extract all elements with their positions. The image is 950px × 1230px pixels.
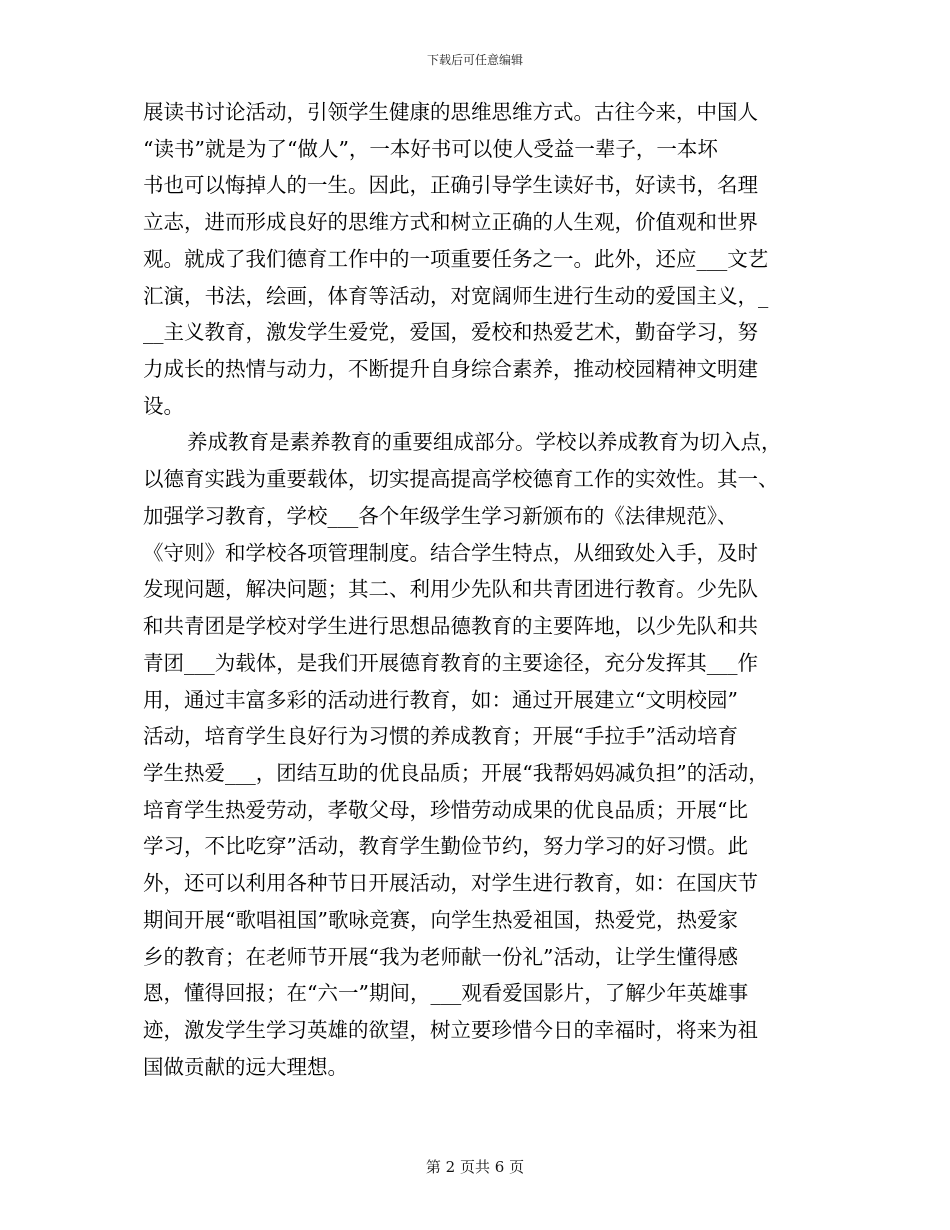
text-line: 用，通过丰富多彩的活动进行教育，如：通过开展建立“文明校园” — [143, 687, 738, 712]
text-line: 展读书讨论活动，引领学生健康的思维思维方式。古往今来，中国人 — [143, 100, 758, 124]
text-line: 《守则》和学校各项管理制度。结合学生特点，从细致处入手，及时 — [143, 540, 758, 565]
text-line: __主义教育，激发学生爱党，爱国，爱校和热爱艺术，勤奋学习，努 — [143, 320, 758, 345]
text-line: 书也可以悔掉人的一生。因此，正确引导学生读好书，好读书，名理 — [143, 173, 758, 198]
text-line: 国做贡献的远大理想。 — [143, 1054, 348, 1079]
text-line: 汇演，书法，绘画，体育等活动，对宽阔师生进行生动的爱国主义，_ — [143, 283, 769, 308]
paragraph-2 — [143, 424, 815, 1085]
text-line: 立志，进而形成良好的思维方式和树立正确的人生观，价值观和世界 — [143, 210, 758, 235]
text-line: 养成教育是素养教育的重要组成部分。学校以养成教育为切入点， — [187, 430, 782, 455]
text-line: 青团___为载体，是我们开展德育教育的主要途径，充分发挥其___作 — [143, 650, 758, 675]
text-line: 观。就成了我们德育工作中的一项重要任务之一。此外，还应___文艺 — [143, 246, 769, 271]
page-footer: 第 2 页共 6 页 — [425, 1158, 525, 1176]
text-line: 培育学生热爱劳动，孝敬父母，珍惜劳动成果的优良品质；开展“比 — [143, 797, 748, 822]
text-line: 迹，激发学生学习英雄的欲望，树立要珍惜今日的幸福时，将来为祖 — [143, 1017, 758, 1042]
text-line: 外，还可以利用各种节日开展活动，对学生进行教育，如：在国庆节 — [143, 871, 758, 896]
text-line: 发现问题，解决问题；其二、利用少先队和共青团进行教育。少先队 — [143, 577, 758, 602]
text-line: 以德育实践为重要载体，切实提高提高学校德育工作的实效性。其一、 — [143, 467, 779, 492]
text-line: 和共青团是学校对学生进行思想品德教育的主要阵地，以少先队和共 — [143, 614, 758, 639]
text-line: 学生热爱___，团结互助的优良品质；开展“我帮妈妈减负担”的活动， — [143, 760, 769, 785]
text-line: 活动，培育学生良好行为习惯的养成教育；开展“手拉手”活动培育 — [143, 724, 738, 749]
document-body — [143, 94, 815, 1085]
text-line: 恩，懂得回报；在“六一”期间，___观看爱国影片，了解少年英雄事 — [143, 981, 749, 1006]
text-line: 期间开展“歌唱祖国”歌咏竞赛，向学生热爱祖国，热爱党，热爱家 — [143, 907, 738, 932]
text-line: 加强学习教育，学校___各个年级学生学习新颁布的《法律规范》、 — [143, 503, 738, 528]
text-line: 力成长的热情与动力，不断提升自身综合素养，推动校园精神文明建 — [143, 357, 758, 382]
text-line: 设。 — [143, 393, 184, 418]
paragraph-1 — [143, 94, 815, 424]
text-line: 乡的教育；在老师节开展“我为老师献一份礼”活动，让学生懂得感 — [143, 944, 738, 969]
text-line: “读书”就是为了“做人”，一本好书可以使人受益一辈子，一本坏 — [143, 136, 718, 161]
text-line: 学习，不比吃穿”活动，教育学生勤俭节约，努力学习的好习惯。此 — [143, 834, 748, 859]
page-header: 下载后可任意编辑 — [426, 53, 523, 67]
